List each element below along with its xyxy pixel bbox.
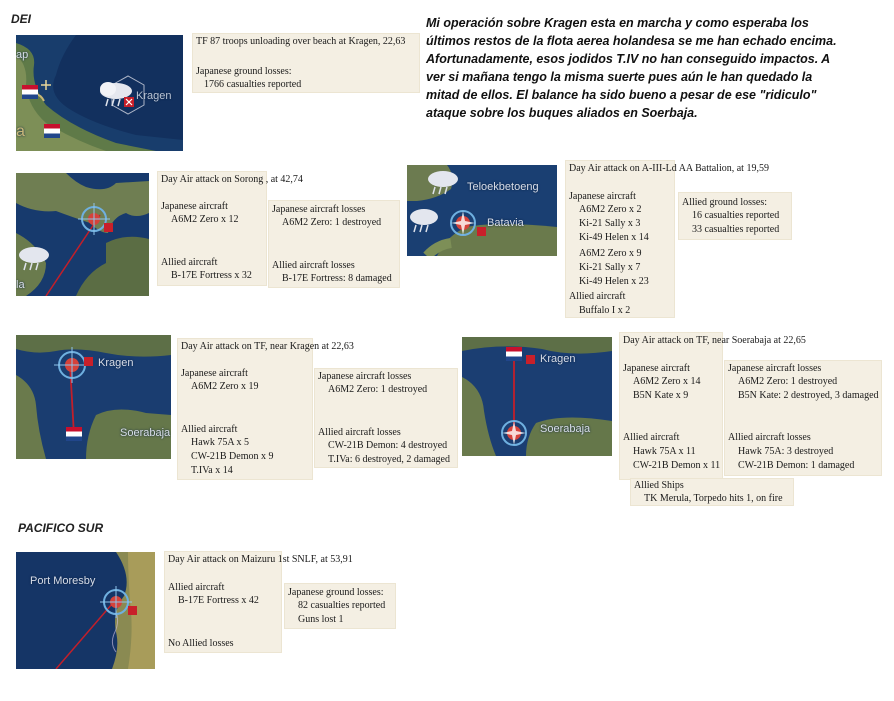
- storm-cloud-icon: [407, 207, 441, 233]
- report-heading: Japanese aircraft: [181, 368, 248, 379]
- report-heading: Japanese ground losses:: [196, 66, 292, 77]
- unit-marker-icon: [477, 227, 486, 236]
- report-heading: Allied aircraft: [569, 291, 626, 302]
- target-crosshair-icon: [447, 207, 479, 239]
- report-heading: Allied aircraft losses: [318, 427, 401, 438]
- unit-marker-icon: [124, 97, 134, 107]
- commentary-line: últimos restos de la flota aerea holandesa se me han echado encima.: [426, 34, 837, 48]
- map-batavia: [407, 165, 557, 256]
- report-port-moresby-ground-losses: [284, 583, 396, 629]
- report-line: A6M2 Zero x 9: [579, 248, 642, 259]
- report-heading: Japanese aircraft losses: [272, 204, 366, 215]
- map-label-ap: ap: [16, 49, 29, 61]
- report-heading: Japanese aircraft: [623, 363, 690, 374]
- report-line: A6M2 Zero x 14: [633, 376, 701, 387]
- report-line: B-17E Fortress x 42: [178, 595, 259, 606]
- report-line: Hawk 75A: 3 destroyed: [738, 446, 834, 457]
- report-line: CW-21B Demon: 4 destroyed: [328, 440, 448, 451]
- map-sorong: [16, 173, 149, 296]
- report-heading: Allied ground losses:: [682, 197, 767, 208]
- map-label-kragen: Kragen: [136, 90, 172, 102]
- airfield-icon: [40, 79, 52, 91]
- report-title: Day Air attack on A-III-Ld AA Battalion, at 19,59: [569, 163, 769, 174]
- report-line: A6M2 Zero: 1 destroyed: [738, 376, 838, 387]
- report-line: B5N Kate: 2 destroyed, 3 damaged: [738, 390, 879, 401]
- report-line: Ki-21 Sally x 7: [579, 262, 641, 273]
- report-line: B5N Kate x 9: [633, 390, 689, 401]
- report-line: Ki-21 Sally x 3: [579, 218, 641, 229]
- report-title: TF 87 troops unloading over beach at Kragen, 22,63: [196, 36, 406, 47]
- map-label-kragen: Kragen: [98, 357, 134, 369]
- report-heading: Allied aircraft: [181, 424, 238, 435]
- map-kragen-landing: [16, 35, 183, 151]
- map-port-moresby: [16, 552, 155, 669]
- report-line: CW-21B Demon: 1 damaged: [738, 460, 855, 471]
- report-line: CW-21B Demon x 9: [191, 451, 274, 462]
- unit-marker-icon: [84, 357, 93, 366]
- report-heading: Japanese aircraft losses: [728, 363, 822, 374]
- report-line: Ki-49 Helen x 23: [579, 276, 649, 287]
- section-title-pacifico-sur: PACIFICO SUR: [18, 521, 104, 535]
- report-title: Day Air attack on Maizuru 1st SNLF, at 53,91: [168, 554, 353, 565]
- commentary-line: Afortunadamente, esos jodidos T.IV no han conseguido impactos. A: [426, 52, 831, 66]
- target-crosshair-icon: [498, 417, 530, 449]
- report-line: A6M2 Zero x 12: [171, 214, 239, 225]
- report-heading: Allied aircraft losses: [728, 432, 811, 443]
- report-heading: Japanese ground losses:: [288, 587, 384, 598]
- report-line: B-17E Fortress x 32: [171, 270, 252, 281]
- storm-cloud-icon: [425, 169, 461, 195]
- report-line: A6M2 Zero: 1 destroyed: [282, 217, 382, 228]
- report-heading: Japanese aircraft losses: [318, 371, 412, 382]
- report-line: 82 casualties reported: [298, 600, 386, 611]
- map-soerabaja-tf: [462, 337, 612, 456]
- unit-marker-icon: [104, 223, 113, 232]
- report-line: A6M2 Zero x 2: [579, 204, 642, 215]
- report-line: A6M2 Zero: 1 destroyed: [328, 384, 428, 395]
- report-heading: Japanese aircraft: [161, 201, 228, 212]
- commentary-line: Mi operación sobre Kragen esta en marcha y como esperaba los: [426, 16, 809, 30]
- report-heading: Allied Ships: [634, 480, 684, 491]
- report-heading: Allied aircraft: [161, 257, 218, 268]
- report-kragen-tf-attack: [177, 338, 354, 480]
- dutch-flag-icon: [22, 85, 38, 99]
- section-title-dei: DEI: [11, 12, 32, 26]
- report-batavia-ground-losses: [678, 192, 792, 240]
- dutch-flag-icon: [66, 427, 82, 441]
- report-kragen-landing: [192, 33, 420, 93]
- report-line: 1766 casualties reported: [204, 79, 302, 90]
- report-line: CW-21B Demon x 11: [633, 460, 721, 471]
- map-kragen-tf: [16, 335, 171, 459]
- report-line: T.IVa: 6 destroyed, 2 damaged: [328, 454, 450, 465]
- report-line: Hawk 75A x 11: [633, 446, 696, 457]
- map-label-port-moresby: Port Moresby: [30, 575, 96, 587]
- report-line: 16 casualties reported: [692, 210, 780, 221]
- report-line: T.IVa x 14: [191, 465, 233, 476]
- report-line: Guns lost 1: [298, 614, 344, 625]
- map-label-kragen: Kragen: [540, 353, 576, 365]
- report-line: 33 casualties reported: [692, 224, 780, 235]
- report-line: Buffalo I x 2: [579, 305, 631, 316]
- report-soerabaja-ships: [630, 478, 794, 506]
- report-line: B-17E Fortress: 8 damaged: [282, 273, 392, 284]
- report-line: Ki-49 Helen x 14: [579, 232, 649, 243]
- dutch-flag-icon: [44, 124, 60, 138]
- commentary-block: [426, 14, 886, 122]
- report-title: Day Air attack on Sorong , at 42,74: [161, 174, 303, 185]
- map-label-la: la: [16, 279, 25, 291]
- report-soerabaja-tf-losses: [724, 360, 882, 476]
- unit-marker-icon: [128, 606, 137, 615]
- report-title: Day Air attack on TF, near Soerabaja at 22,65: [623, 335, 806, 346]
- report-line: No Allied losses: [168, 638, 234, 649]
- report-heading: Allied aircraft: [623, 432, 680, 443]
- map-label-teloekbetoeng: Teloekbetoeng: [467, 181, 539, 193]
- map-label-soerabaja: Soerabaja: [540, 423, 591, 435]
- report-heading: Allied aircraft: [168, 582, 225, 593]
- report-kragen-tf-losses: [314, 368, 458, 468]
- report-title: Day Air attack on TF, near Kragen at 22,63: [181, 341, 354, 352]
- report-sorong-losses: [268, 200, 400, 288]
- report-line: Hawk 75A x 5: [191, 437, 250, 448]
- commentary-line: mitad de ellos. El balance ha sido bueno a pesar de ese "ridiculo": [426, 88, 817, 102]
- report-line: TK Merula, Torpedo hits 1, on fire: [644, 493, 783, 504]
- report-sorong-attack: [157, 171, 303, 286]
- unit-marker-icon: [526, 355, 535, 364]
- storm-cloud-icon: [16, 245, 52, 271]
- map-label-batavia: Batavia: [487, 217, 524, 229]
- dutch-flag-icon: [506, 347, 522, 361]
- report-line: A6M2 Zero x 19: [191, 381, 259, 392]
- report-heading: Allied aircraft losses: [272, 260, 355, 271]
- map-label-a: a: [16, 123, 25, 140]
- map-label-soerabaja: Soerabaja: [120, 427, 171, 439]
- commentary-line: ver si mañana tengo la misma suerte pues aún le han quedado la: [426, 70, 813, 84]
- commentary-line: ataque sobre los buques aliados en Soerbaja.: [426, 106, 698, 120]
- report-heading: Japanese aircraft: [569, 191, 636, 202]
